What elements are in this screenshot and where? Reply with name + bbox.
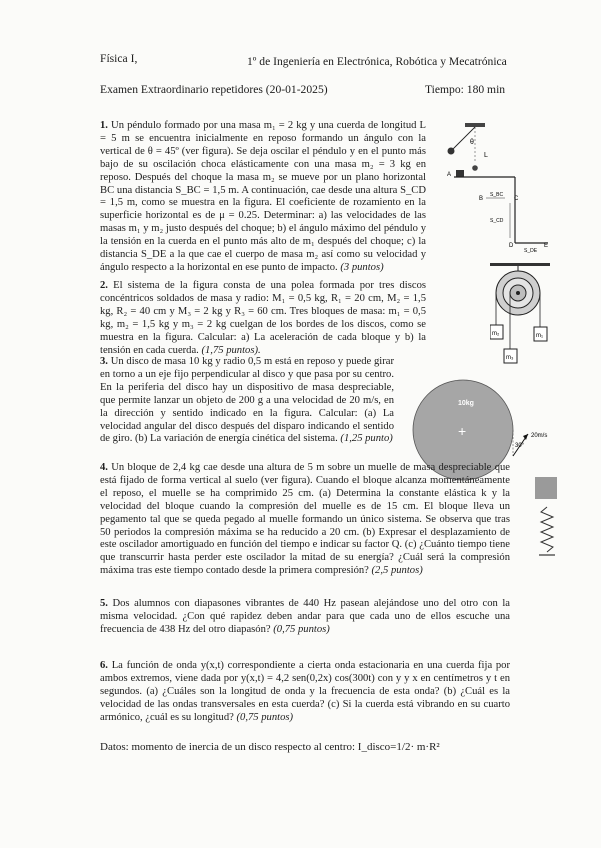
question-2 xyxy=(100,280,426,357)
falling-block xyxy=(535,477,557,499)
pulley-figure xyxy=(490,263,550,371)
spring-coil xyxy=(541,507,553,552)
pendulum-mass-initial xyxy=(448,148,455,155)
label-m3: m₃ xyxy=(506,355,514,361)
angle-label: θ xyxy=(470,139,474,146)
exam-title: Examen Extraordinario repetidores (20-01-2025) xyxy=(100,83,328,96)
launch-angle-label: 30° xyxy=(515,443,525,449)
question-text: Un bloque de 2,4 kg cae desde una altura de 5 m sobre un muelle de masa despreciable que está fijado de forma vertical al suelo (ver figura). Cuando el bloque alcanza momentáneamente el reposo, el muelle se ha comprimido 25 cm. (a) Determina la constante elástica k y la velocidad del bloque cuando la compresión del muelle es de 15 cm. El bloque lleva un pegamento tal que se queda pegado al muelle formando un único sistema. Se observa que tras 50 periodos la compresión máxima se ha reducido a 20 cm. (b) Expresar el desplazamiento de este oscilador amortiguado en función del tiempo e indicar su factor Q. (c) ¿Cuánto tiempo tiene que transcurrir hasta perder este oscilador la mitad de su energía? ¿Cuál será la compresión máxima tras este tiempo contado desde la primera compresión? xyxy=(100,462,510,577)
point-e: E xyxy=(544,243,549,249)
length-label: L xyxy=(484,152,488,159)
question-6 xyxy=(100,660,510,725)
pulley-ceiling xyxy=(490,263,550,266)
exam-duration: Tiempo: 180 min xyxy=(425,83,506,96)
point-c: C xyxy=(514,196,519,202)
question-text: Un péndulo formado por una masa m₁ = 2 kg y una cuerda de longitud L = 5 m se encuentra inicialmente en reposo formando un ángulo con la vertical de θ = 45º (ver figura). Se deja oscilar el péndulo y en el punto más bajo de su oscilación choca elásticamente con una masa m₂ = 3 kg en reposo. Después del choque la masa m₂ se mueve por un plano horizontal BC una distancia S_BC = 1,5 m. A continuación, cae desde una altura S_CD = 1,5 m, como se muestra en la figura. El coeficiente de rozamiento en la superficie horizontal es de μ = 0.25. Determinar: a) las velocidades de las masas m₁ y m₂ justo después del choque; b) el ángulo máximo del péndulo y la tensión en la cuerda en el punto más alto de m₁ después del choque; c) la distancia S_DE a la que cae el cuerpo de masa m₂ así como su velocidad y ángulo respecto a la horizontal en ese punto de impacto. xyxy=(100,120,426,273)
sbc-label: S_BC xyxy=(490,192,504,198)
ceiling-support xyxy=(465,123,485,127)
question-number: 5. xyxy=(100,598,108,609)
degree-name: 1º de Ingeniería en Electrónica, Robótica y Mecatrónica xyxy=(247,55,507,68)
pendulum-figure xyxy=(430,118,550,258)
question-number: 1. xyxy=(100,120,108,131)
spring-figure xyxy=(537,505,557,560)
question-number: 4. xyxy=(100,462,108,473)
question-number: 6. xyxy=(100,660,108,671)
launch-arrowhead xyxy=(523,434,528,440)
label-m1: m₁ xyxy=(536,333,544,339)
question-points: (1,75 puntos). xyxy=(201,344,261,356)
question-points: (3 puntos) xyxy=(340,261,384,273)
question-points: (0,75 puntos) xyxy=(236,711,294,723)
question-5 xyxy=(100,598,510,637)
question-points: (1,25 punto) xyxy=(340,433,393,445)
point-a: A xyxy=(447,172,452,178)
question-text: Un disco de masa 10 kg y radio 0,5 m está en reposo y puede girar en torno a un eje fijo perpendicular al disco y que pasa por su centro. En la periferia del disco hay un dispositivo de masa despreciable, que permite lanzar un objeto de 200 g a una velocidad de 20 m/s, en la dirección y sentido indicado en la figura. Calcular: (a) La velocidad angular del disco después del disparo indicando el sentido de giro. (b) La variación de energía cinética del sistema. xyxy=(100,356,394,445)
sde-label: S_DE xyxy=(524,248,538,254)
question-points: (2,5 puntos) xyxy=(371,565,423,577)
course-name: Física I, xyxy=(100,52,138,65)
launch-speed-label: 20m/s xyxy=(531,433,548,439)
question-text: El sistema de la figura consta de una polea formada por tres discos concéntricos soldados de masa y radio: M₁ = 0,5 kg, R₁ = 20 cm, M₂ = 1,5 kg, R₂ = 40 cm y M₃ = 2 kg y R₃ = 60 cm. Tres bloques de masa: m₁ = 0,5 kg, m₂ = 1,5 kg y m₃ = 2 kg cuelgan de los bordes de los discos, como se muestra en la figura. Calcular: a) La aceleración de cada bloque y b) la tensión en cada cuerda. xyxy=(100,280,426,356)
question-text: Dos alumnos con diapasones vibrantes de 440 Hz pasean alejándose uno del otro con la misma velocidad. ¿Con qué rapidez deben andar para que cada uno de ellos escuche una frecuencia de 438 Hz del otro diapasón? xyxy=(100,598,510,635)
question-number: 3. xyxy=(100,356,108,367)
point-b: B xyxy=(479,196,484,202)
pendulum-mass-bottom xyxy=(472,165,478,171)
label-m2: m₂ xyxy=(492,331,500,337)
question-points: (0,75 puntos) xyxy=(273,623,330,635)
question-3 xyxy=(100,356,394,446)
mass-m2 xyxy=(456,170,464,177)
scd-label: S_CD xyxy=(490,218,504,224)
pulley-axle xyxy=(516,291,520,295)
point-d: D xyxy=(509,243,514,249)
question-number: 2. xyxy=(100,280,108,291)
disc-mass-label: 10kg xyxy=(458,400,474,407)
disc-center: + xyxy=(458,423,467,439)
data-note: Datos: momento de inercia de un disco respecto al centro: I_disco=1/2· m·R² xyxy=(100,741,440,753)
question-4 xyxy=(100,462,510,578)
question-1 xyxy=(100,120,426,275)
question-text: La función de onda y(x,t) correspondiente a cierta onda estacionaria en una cuerda fija por ambos extremos, viene dada por y(x,t) = 4,2 sen(0,2x) cos(300t) con y y x en centímetros y t en segundos. (a) ¿Cuáles son la longitud de onda y la frecuencia de esta onda? (b) ¿Cuál es la velocidad de las ondas transversales en esta cuerda? (c) Si la cuerda está vibrando en su cuarto armónico, ¿cuál es su longitud? xyxy=(100,660,510,723)
